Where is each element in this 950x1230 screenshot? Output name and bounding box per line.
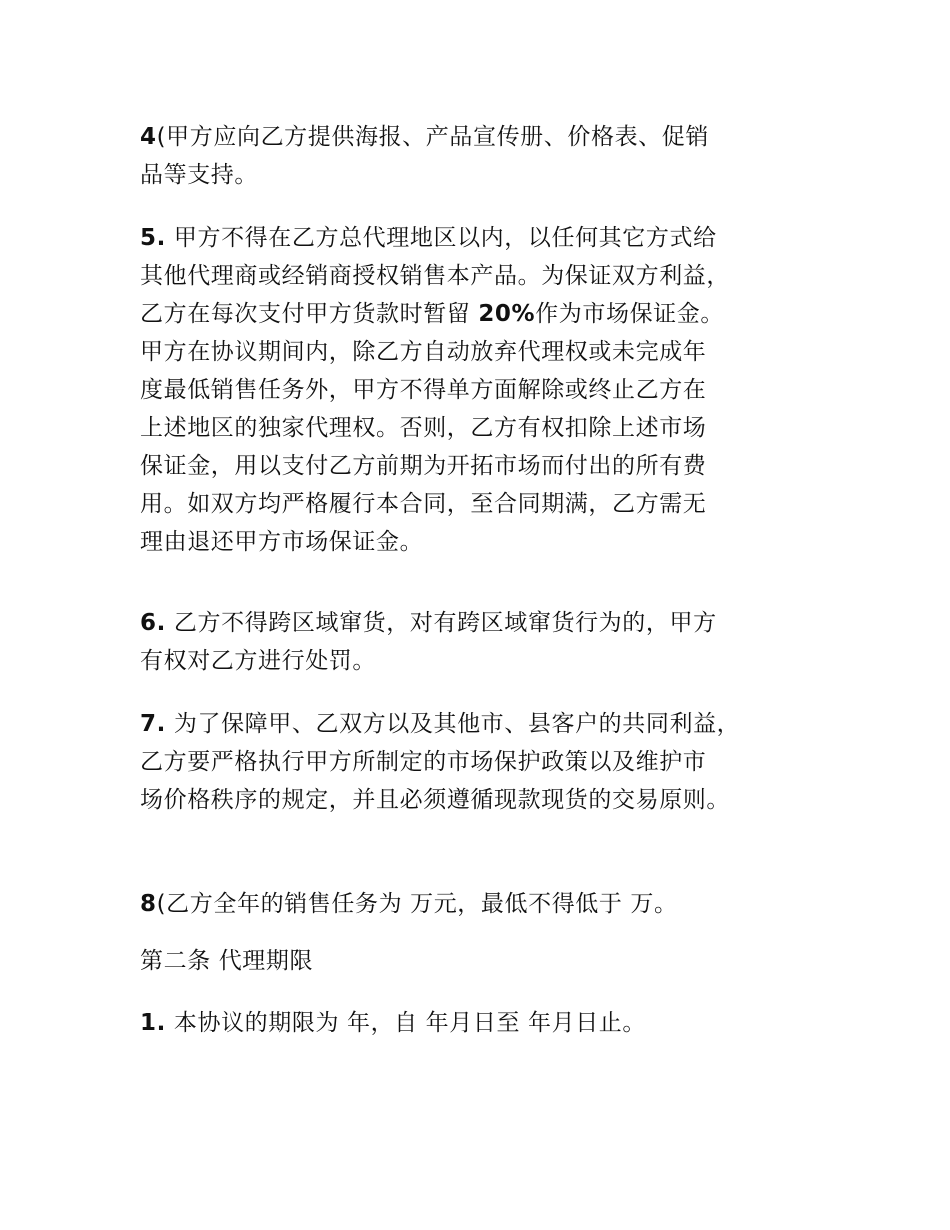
clause-6-number: 6. xyxy=(140,610,166,636)
clause-8-line-1 xyxy=(140,885,678,923)
clause-7-text-3: 场价格秩序的规定，并且必须遵循现款现货的交易原则。 xyxy=(140,787,730,813)
clause-5 xyxy=(140,219,730,561)
clause-8 xyxy=(140,885,678,923)
clause-5-text-3b: 作为市场保证金。 xyxy=(535,301,724,327)
article-2-title: 第二条 代理期限 xyxy=(140,948,314,974)
clause-4 xyxy=(140,118,709,194)
clause-5-text-9: 理由退还甲方市场保证金。 xyxy=(140,529,424,555)
clause-5-number: 5. xyxy=(140,225,166,251)
clause-7-line-1 xyxy=(140,705,740,743)
clause-4-text-2: 品等支持。 xyxy=(140,162,258,188)
clause-8-number: 8 xyxy=(140,891,157,917)
clause-6 xyxy=(140,604,717,680)
clause-4-number: 4 xyxy=(140,124,157,150)
deposit-percentage: 20% xyxy=(478,301,536,327)
article-2-clause-1-text: 本协议的期限为 年，自 年月日至 年月日止。 xyxy=(165,1010,646,1036)
clause-7-text-1: 为了保障甲、乙双方以及其他市、县客户的共同利益， xyxy=(165,711,741,737)
clause-5-text-1: 甲方不得在乙方总代理地区以内，以任何其它方式给 xyxy=(165,225,717,251)
clause-5-text-8: 用。如双方均严格履行本合同，至合同期满，乙方需无 xyxy=(140,491,707,517)
clause-5-text-5: 度最低销售任务外，甲方不得单方面解除或终止乙方在 xyxy=(140,377,707,403)
clause-7 xyxy=(140,705,740,819)
clause-5-line-3 xyxy=(140,295,730,333)
clause-8-text: (乙方全年的销售任务为 万元，最低不得低于 万。 xyxy=(156,891,678,917)
clause-7-text-2: 乙方要严格执行甲方所制定的市场保护政策以及维护市 xyxy=(140,749,707,775)
clause-7-number: 7. xyxy=(140,711,166,737)
clause-5-text-3a: 乙方在每次支付甲方货款时暂留 xyxy=(140,301,479,327)
article-2-clause-1-number: 1. xyxy=(140,1010,166,1036)
article-2-clause-1 xyxy=(140,1004,646,1042)
article-2-clause-1-line xyxy=(140,1004,646,1042)
clause-5-text-4: 甲方在协议期间内，除乙方自动放弃代理权或未完成年 xyxy=(140,339,707,365)
clause-5-text-7: 保证金，用以支付乙方前期为开拓市场而付出的所有费 xyxy=(140,453,707,479)
clause-5-line-1 xyxy=(140,219,730,257)
clause-6-line-1 xyxy=(140,604,717,642)
clause-5-text-2: 其他代理商或经销商授权销售本产品。为保证双方利益， xyxy=(140,263,730,289)
clause-5-text-6: 上述地区的独家代理权。否则，乙方有权扣除上述市场 xyxy=(140,415,707,441)
article-2-heading xyxy=(140,942,313,980)
clause-4-line-1 xyxy=(140,118,709,156)
clause-6-text-2: 有权对乙方进行处罚。 xyxy=(140,648,376,674)
clause-6-text-1: 乙方不得跨区域窜货，对有跨区域窜货行为的，甲方 xyxy=(165,610,717,636)
clause-4-text-1: (甲方应向乙方提供海报、产品宣传册、价格表、促销 xyxy=(156,124,709,150)
